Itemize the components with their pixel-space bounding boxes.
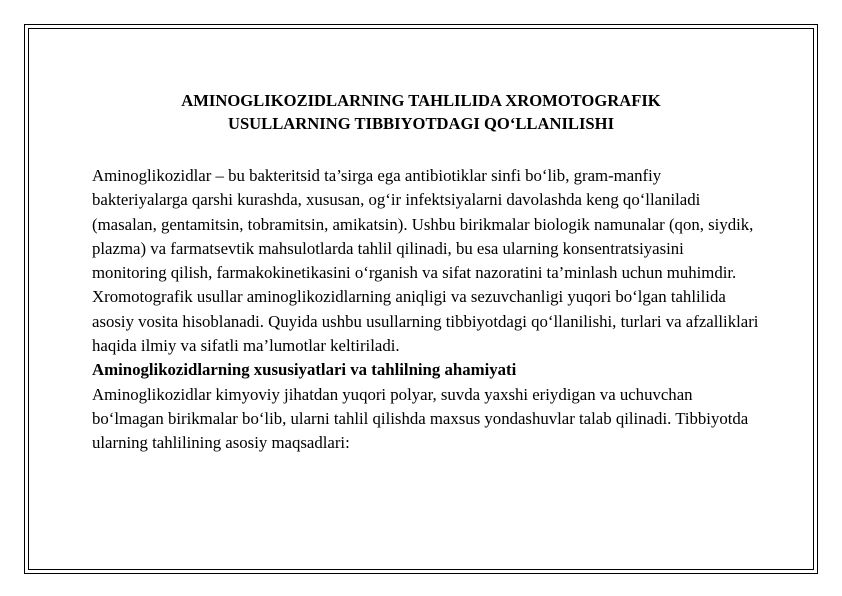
document-body: [92, 164, 760, 456]
title-line-2: USULLARNING TIBBIYOTDAGI QO‘LLANILISHI: [227, 114, 615, 133]
document-title: [92, 89, 750, 135]
title-line-1: AMINOGLIKOZIDLARNING TAHLILIDA XROMOTOGRAFIK: [181, 91, 661, 110]
section-heading: Aminoglikozidlarning xususiyatlari va tahlilning ahamiyati: [92, 360, 517, 380]
section-paragraph: Aminoglikozidlar kimyoviy jihatdan yuqori polyar, suvda yaxshi eriydigan va uchuvchan bo‘lmagan birikmalar bo‘lib, ularni tahlil qilishda maxsus yondashuvlar talab qilinadi. Tibbiyotda ularning tahlilining asosiy maqsadlari:: [92, 384, 749, 453]
intro-paragraph: Aminoglikozidlar – bu bakteritsid ta’sirga ega antibiotiklar sinfi bo‘lib, gram-manfiy bakteriyalarga qarshi kurashda, xususan, og‘ir infektsiyalarni davolashda keng qo‘llaniladi (masalan, gentamitsin, tobramitsin, amikatsin). Ushbu birikmalar biologik namunalar (qon, siydik, plazma) va farmatsevtik mahsulotlarda tahlil qilinadi, bu esa ularning konsentratsiyasini monitoring qilish, farmakokinetikasini o‘rganish va sifat nazoratini ta’minlash uchun muhimdir. Xromotografik usullar aminoglikozidlarning aniqligi va sezuvchanligi yuqori bo‘lgan tahlilida asosiy vosita hisoblanadi. Quyida ushbu usullarning tibbiyotdagi qo‘llanilishi, turlari va afzalliklari haqida ilmiy va sifatli ma’lumotlar keltiriladi.: [92, 166, 759, 356]
